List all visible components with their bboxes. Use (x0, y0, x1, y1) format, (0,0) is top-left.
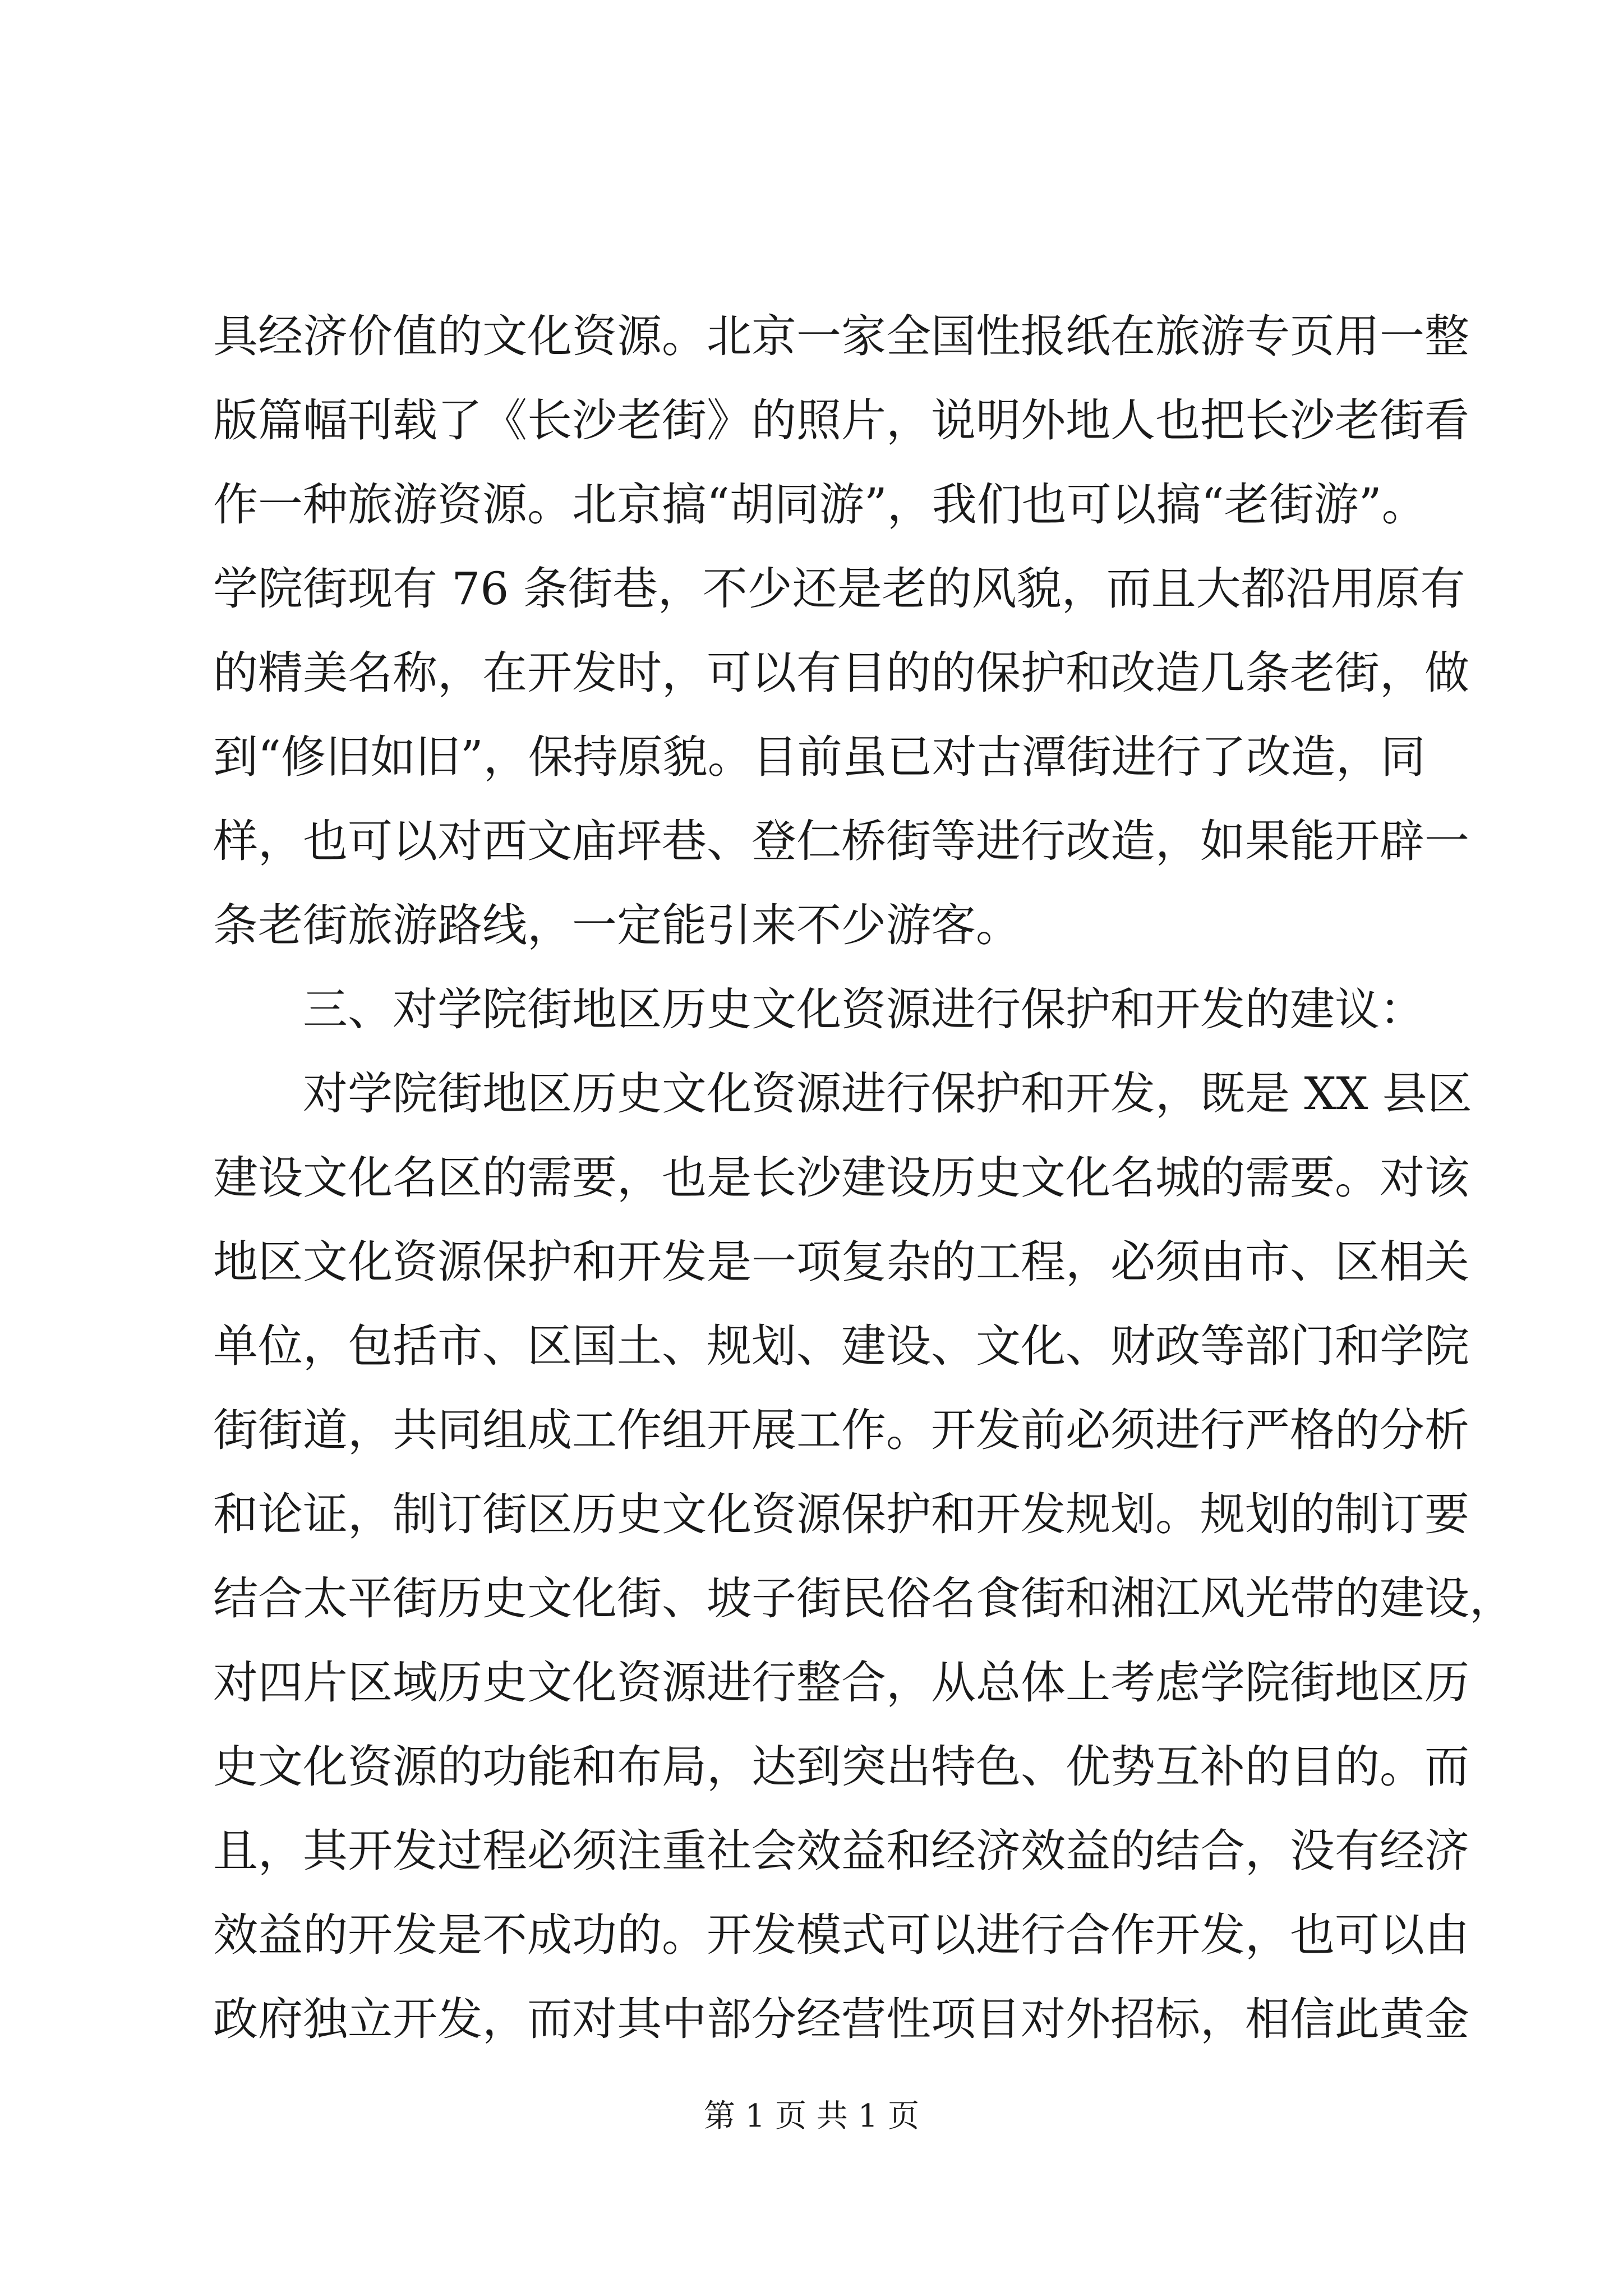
paragraph-line: 建设文化名区的需要，也是长沙建设历史文化名城的需要。对该 (213, 1152, 1469, 1204)
paragraph-line: 史文化资源的功能和布局，达到突出特色、优势互补的目的。而 (213, 1741, 1469, 1793)
section-heading: 三、对学院街地区历史文化资源进行保护和开发的建议： (303, 983, 1424, 1036)
paragraph-line: 结合太平街历史文化街、坡子街民俗名食街和湘江风光带的建设， (213, 1572, 1514, 1625)
paragraph-line: 具经济价值的文化资源。北京一家全国性报纸在旅游专页用一整 (213, 310, 1469, 362)
paragraph-line: 对学院街地区历史文化资源进行保护和开发，既是 XX 县区 (303, 1068, 1472, 1120)
paragraph-line: 对四片区域历史文化资源进行整合，从总体上考虑学院街地区历 (213, 1657, 1469, 1709)
paragraph-line: 街街道，共同组成工作组开展工作。开发前必须进行严格的分析 (213, 1404, 1469, 1456)
paragraph-line: 到“修旧如旧”，保持原貌。目前虽已对古潭街进行了改造，同 (213, 731, 1426, 783)
paragraph-line: 条老街旅游路线，一定能引来不少游客。 (213, 899, 1021, 951)
paragraph-line: 且，其开发过程必须注重社会效益和经济效益的结合，没有经济 (213, 1825, 1469, 1877)
paragraph-line: 单位，包括市、区国土、规划、建设、文化、财政等部门和学院 (213, 1320, 1469, 1372)
paragraph-line: 政府独立开发，而对其中部分经营性项目对外招标，相信此黄金 (213, 1993, 1469, 2045)
paragraph-line: 地区文化资源保护和开发是一项复杂的工程，必须由市、区相关 (213, 1236, 1469, 1288)
paragraph-line: 作一种旅游资源。北京搞“胡同游”，我们也可以搞“老街游”。 (213, 478, 1427, 531)
paragraph-line: 版篇幅刊载了《长沙老街》的照片，说明外地人也把长沙老街看 (213, 394, 1469, 447)
page-footer: 第 1 页 共 1 页 (703, 2098, 920, 2134)
paragraph-line: 的精美名称，在开发时，可以有目的的保护和改造几条老街，做 (213, 647, 1469, 699)
paragraph-line: 效益的开发是不成功的。开发模式可以进行合作开发，也可以由 (213, 1909, 1469, 1961)
paragraph-line: 和论证，制订街区历史文化资源保护和开发规划。规划的制订要 (213, 1488, 1469, 1540)
body-text (213, 295, 1514, 2062)
paragraph-line: 样，也可以对西文庙坪巷、登仁桥街等进行改造，如果能开辟一 (213, 815, 1469, 867)
paragraph-line: 学院街现有 76 条街巷，不少还是老的风貌，而且大都沿用原有 (213, 563, 1465, 615)
